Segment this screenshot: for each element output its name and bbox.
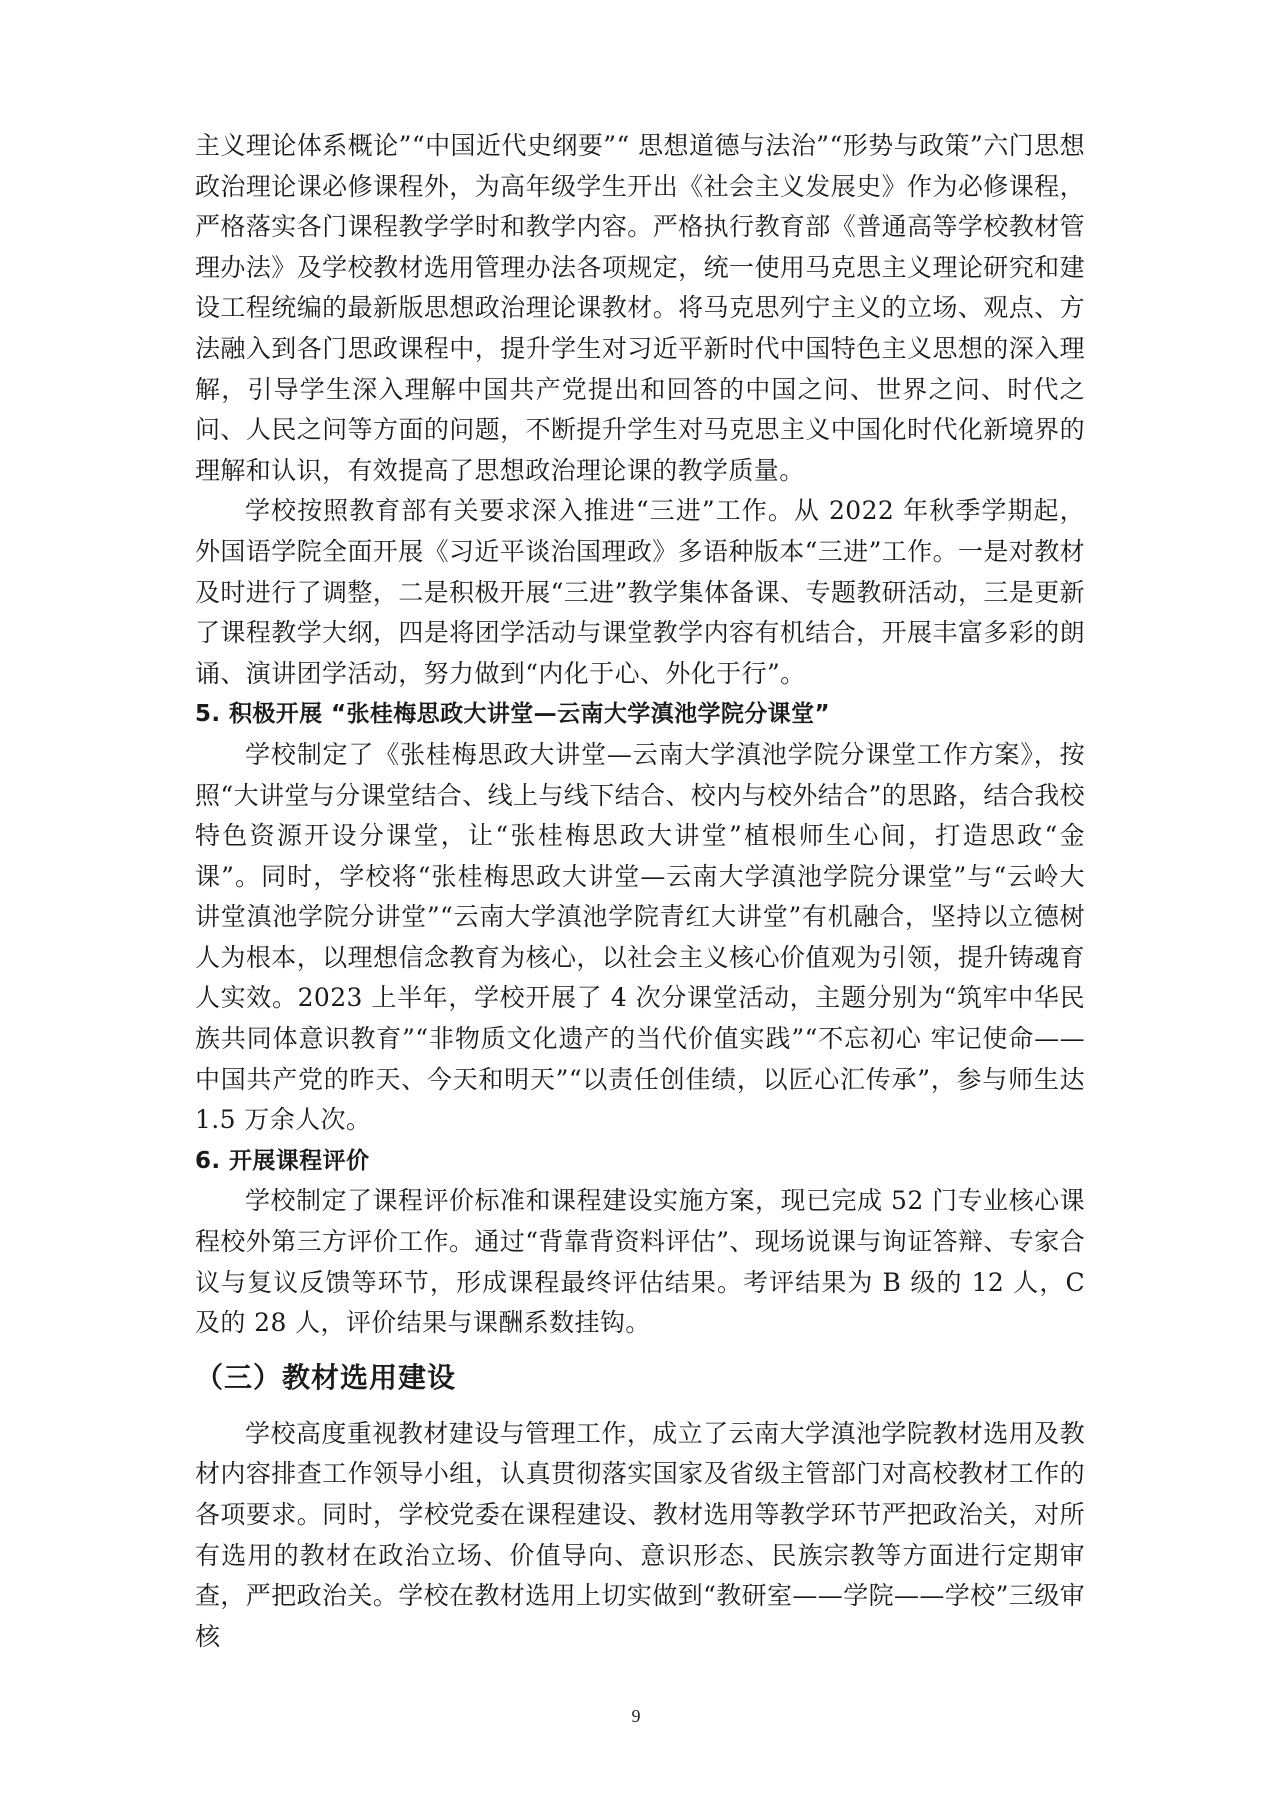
paragraph-zhang-guimei-lecture: 学校制定了《张桂梅思政大讲堂—云南大学滇池学院分课堂工作方案》，按照“大讲堂与分课堂结合、线上与线下结合、校内与校外结合”的思路，结合我校特色资源开设分课堂，让“张桂梅思政大讲堂”植根师生心间，打造思政“金课”。同时，学校将“张桂梅思政大讲堂—云南大学滇池学院分课堂”与“云岭大讲堂滇池学院分讲堂”“云南大学滇池学院青红大讲堂”有机融合，坚持以立德树人为根本，以理想信念教育为核心，以社会主义核心价值观为引领，提升铸魂育人实效。2023 上半年，学校开展了 4 次分课堂活动，主题分别为“筑牢中华民族共同体意识教育”“非物质文化遗产的当代价值实践”“不忘初心 牢记使命——中国共产党的昨天、今天和明天”“以责任创佳绩，以匠心汇传承”，参与师生达 1.5 万余人次。 [195, 739, 1085, 1135]
paragraph-course-evaluation: 学校制定了课程评价标准和课程建设实施方案，现已完成 52 门专业核心课程校外第三方评价工作。通过“背靠背资料评估”、现场说课与询证答辩、专家合议与复议反馈等环节，形成课程最终评估结果。考评结果为 B 级的 12 人，C 及的 28 人，评价结果与课酬系数挂钩。 [195, 1186, 1085, 1338]
page-body [195, 126, 1085, 1657]
heading-course-evaluation: 6. 开展课程评价 [195, 1147, 370, 1174]
page-number: 9 [631, 1706, 641, 1726]
section-heading-textbook-selection: （三）教材选用建设 [195, 1360, 457, 1394]
paragraph-three-entries: 学校按照教育部有关要求深入推进“三进”工作。从 2022 年秋季学期起，外国语学院全面开展《习近平谈治国理政》多语种版本“三进”工作。一是对教材及时进行了调整，二是积极开展“三进”教学集体备课、专题教研活动，三是更新了课程教学大纲，四是将团学活动与课堂教学内容有机结合，开展丰富多彩的朗诵、演讲团学活动，努力做到“内化于心、外化于行”。 [195, 496, 1085, 688]
paragraph-ideological-courses: 主义理论体系概论”“中国近代史纲要”“ 思想道德与法治”“形势与政策”六门思想政治理论课必修课程外，为高年级学生开出《社会主义发展史》作为必修课程，严格落实各门课程教学学时和教学内容。严格执行教育部《普通高等学校教材管理办法》及学校教材选用管理办法各项规定，统一使用马克思主义理论研究和建设工程统编的最新版思想政治理论课教材。将马克思列宁主义的立场、观点、方法融入到各门思政课程中，提升学生对习近平新时代中国特色主义思想的深入理解，引导学生深入理解中国共产党提出和回答的中国之问、世界之问、时代之问、人民之问等方面的问题，不断提升学生对马克思主义中国化时代化新境界的理解和认识，有效提高了思想政治理论课的教学质量。 [195, 131, 1085, 485]
paragraph-textbook-selection: 学校高度重视教材建设与管理工作，成立了云南大学滇池学院教材选用及教材内容排查工作领导小组，认真贯彻落实国家及省级主管部门对高校教材工作的各项要求。同时，学校党委在课程建设、教材选用等教学环节严把政治关，对所有选用的教材在政治立场、价值导向、意识形态、民族宗教等方面进行定期审查，严把政治关。学校在教材选用上切实做到“教研室——学院——学校”三级审核 [195, 1418, 1085, 1651]
heading-zhang-guimei-lecture: 5. 积极开展 “张桂梅思政大讲堂—云南大学滇池学院分课堂” [195, 701, 830, 728]
